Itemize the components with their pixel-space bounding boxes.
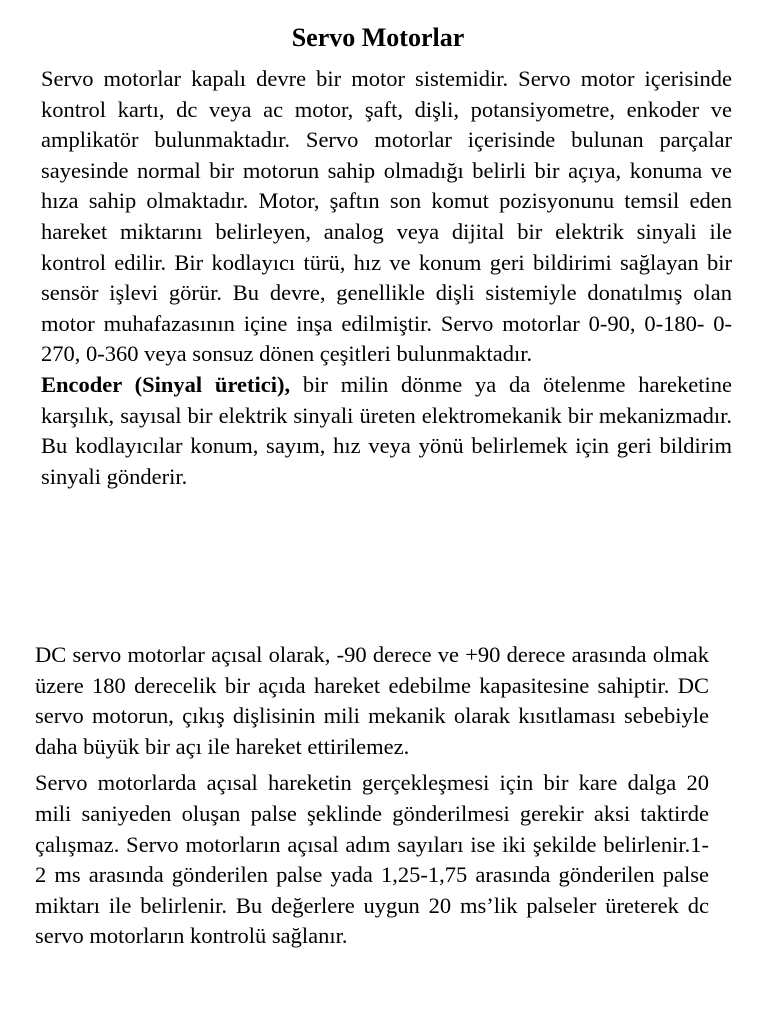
encoder-paragraph bbox=[41, 370, 732, 492]
dc-servo-section bbox=[35, 640, 709, 952]
encoder-definition: bir milin dönme ya da ötelenme hareketine karşılık, sayısal bir elektrik sinyali üreten elektromekanik bir mekanizmadır. Bu kodlayıcılar konum, sayım, hız veya yönü belirlemek için geri bildirim sinyali gönderir. bbox=[41, 371, 732, 489]
encoder-term: Encoder (Sinyal üretici), bbox=[41, 371, 291, 397]
dc-servo-angle-paragraph: DC servo motorlar açısal olarak, -90 derece ve +90 derece arasında olmak üzere 180 derecelik bir açıda hareket edebilme kapasitesine sahiptir. DC servo motorun, çıkış dişlisinin mili mekanik olarak kısıtlaması sebebiyle daha büyük bir açı ile hareket ettirilemez. bbox=[35, 642, 709, 759]
intro-section bbox=[41, 64, 732, 492]
page-title: Servo Motorlar bbox=[291, 23, 465, 52]
pulse-control-paragraph: Servo motorlarda açısal hareketin gerçekleşmesi için bir kare dalga 20 mili saniyeden oluşan palse şeklinde gönderilmesi gerekir aksi taktirde çalışmaz. Servo motorların açısal adım sayıları ise iki şekilde belirlenir.1-2 ms arasında gönderilen palse yada 1,25-1,75 arasında gönderilen palse miktarı ile belirlenir. Bu değerlere uygun 20 ms’lik palseler üreterek dc servo motorların kontrolü sağlanır. bbox=[35, 770, 709, 949]
intro-paragraph: Servo motorlar kapalı devre bir motor sistemidir. Servo motor içerisinde kontrol kartı, dc veya ac motor, şaft, dişli, potansiyometre, enkoder ve amplikatör bulunmaktadır. Servo motorlar içerisinde bulunan parçalar sayesinde normal bir motorun sahip olmadığı belirli bir açıya, konuma ve hıza sahip olmaktadır. Motor, şaftın son komut pozisyonunu temsil eden hareket miktarını belirleyen, analog veya dijital bir elektrik sinyali ile kontrol edilir. Bir kodlayıcı türü, hız ve konum geri bildirimi sağlayan bir sensör işlevi görür. Bu devre, genellikle dişli sistemiyle donatılmış olan motor muhafazasının içine inşa edilmiştir. Servo motorlar 0-90, 0-180- 0-270, 0-360 veya sonsuz dönen çeşitleri bulunmaktadır. bbox=[41, 66, 732, 367]
